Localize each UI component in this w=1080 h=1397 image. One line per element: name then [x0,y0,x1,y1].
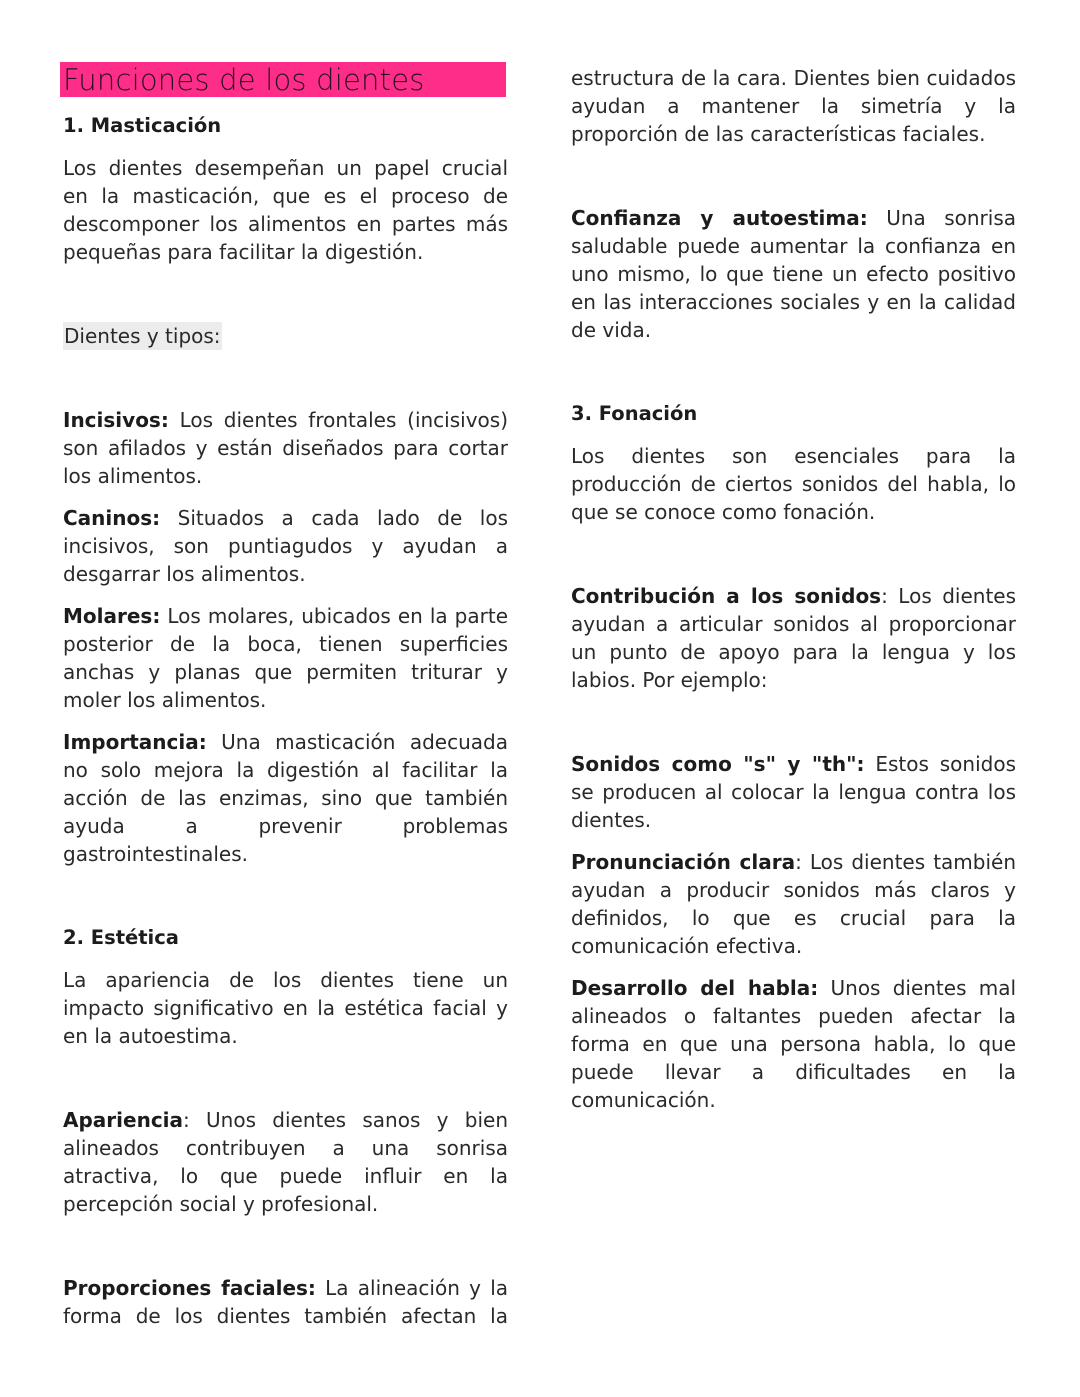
estetica-continuacion: estructura de la cara. Dientes bien cuidados ayudan a mantener la simetría y la proporción de las características faciales. [571,66,1016,146]
importancia-paragraph [63,728,508,868]
contribucion-text: : Los dientes ayudan a articular sonidos al proporcionar un punto de apoyo para la lengua y los labios. Por ejemplo: [571,584,1017,692]
sonidos-paragraph [571,750,1016,834]
section-heading-estetica: 2. Estética [63,926,179,949]
importancia-term: Importancia: [63,730,207,754]
apariencia-text: : Unos dientes sanos y bien alineados contribuyen a una sonrisa atractiva, lo que puede influir en la percepción social y profesional. [63,1108,508,1216]
molares-text: Los molares, ubicados en la parte posterior de la boca, tienen superficies anchas y planas que permiten triturar y moler los alimentos. [63,604,508,712]
apariencia-paragraph [63,1106,508,1218]
incisivos-paragraph [63,406,508,490]
fonacion-intro: Los dientes son esenciales para la producción de ciertos sonidos del habla, lo que se conoce como fonación. [571,444,1016,524]
confianza-text: Una sonrisa saludable puede aumentar la confianza en uno mismo, lo que tiene un efecto positivo en las interacciones sociales y en la calidad de vida. [571,206,1016,342]
incisivos-term: Incisivos: [63,408,169,432]
desarrollo-text: Unos dientes mal alineados o faltantes pueden afectar la forma en que una persona habla, lo que puede llevar a dificultades en la comunicación. [571,976,1017,1112]
sonidos-text: Estos sonidos se producen al colocar la lengua contra los dientes. [571,752,1016,832]
caninos-text: Situados a cada lado de los incisivos, son puntiagudos y ayudan a desgarrar los alimentos. [63,506,508,586]
molares-term: Molares: [63,604,161,628]
contribucion-term: Contribución a los sonidos [571,584,882,608]
confianza-paragraph [571,204,1016,344]
dientes-tipos-label: Dientes y tipos: [64,324,221,348]
desarrollo-paragraph [571,974,1016,1114]
molares-paragraph [63,602,508,714]
sonidos-term: Sonidos como "s" y "th": [571,752,865,776]
desarrollo-term: Desarrollo del habla: [571,976,819,1000]
masticacion-intro: Los dientes desempeñan un papel crucial en la masticación, que es el proceso de descomponer los alimentos en partes más pequeñas para facilitar la digestión. [63,156,508,264]
tipos-label-wrap [63,322,508,350]
proporciones-text: La alineación y la forma de los dientes también afectan la [63,1276,509,1328]
importancia-text: Una masticación adecuada no solo mejora la digestión al facilitar la acción de las enzimas, sino que también ayuda a prevenir problemas gastrointestinales. [63,730,508,866]
incisivos-text: Los dientes frontales (incisivos) son afilados y están diseñados para cortar los alimentos. [63,408,508,488]
apariencia-term: Apariencia [63,1108,184,1132]
proporciones-paragraph [63,1274,508,1330]
right-column [571,64,1016,1114]
pronunciacion-term: Pronunciación clara [571,850,796,874]
pronunciacion-paragraph [571,848,1016,960]
caninos-paragraph [63,504,508,588]
contribucion-paragraph [571,582,1016,694]
section-heading-fonacion: 3. Fonación [571,402,698,425]
section-heading-masticacion: 1. Masticación [63,114,222,137]
confianza-term: Confianza y autoestima: [571,206,868,230]
proporciones-term: Proporciones faciales: [63,1276,316,1300]
page-title: Funciones de los dientes [60,62,506,97]
left-column [63,62,508,1330]
pronunciacion-text: : Los dientes también ayudan a producir sonidos más claros y definidos, lo que es crucial para la comunicación efectiva. [571,850,1017,958]
estetica-intro: La apariencia de los dientes tiene un impacto significativo en la estética facial y en la autoestima. [63,968,508,1048]
caninos-term: Caninos: [63,506,161,530]
